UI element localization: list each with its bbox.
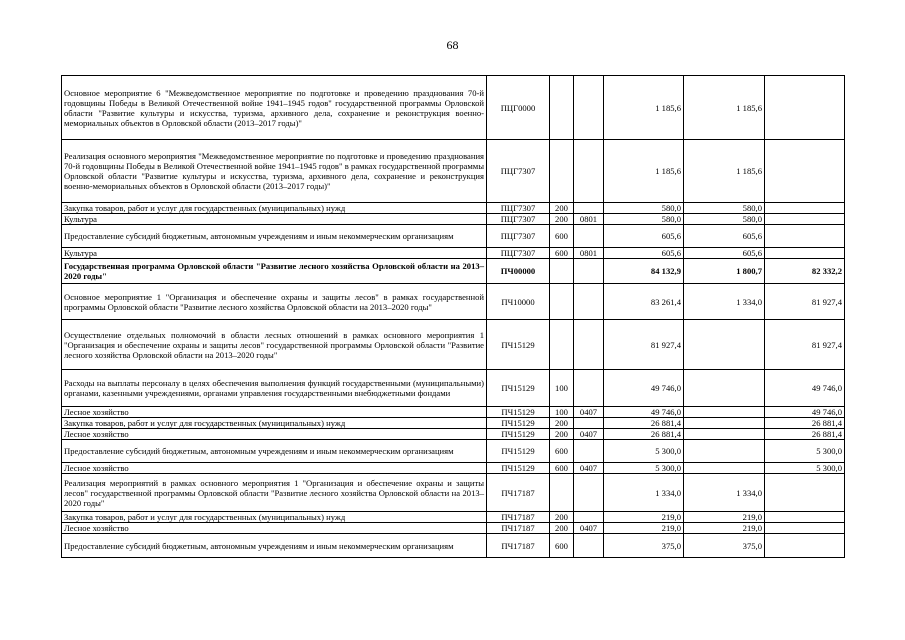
row-section-cell: 0407 — [574, 523, 604, 534]
row-section-cell — [574, 370, 604, 407]
row-total-cell: 5 300,0 — [604, 440, 684, 463]
budget-table-body — [62, 76, 845, 558]
row-code-cell: ПЧ10000 — [487, 284, 550, 320]
row-section-cell — [574, 140, 604, 203]
row-federal-budget-cell: 81 927,4 — [765, 284, 845, 320]
row-name-cell: Закупка товаров, работ и услуг для государственных (муниципальных) нужд — [62, 418, 487, 429]
row-name-cell: Осуществление отдельных полномочий в области лесных отношений в рамках основного мероприятия 1 "Организация и обеспечение охраны и защиты лесов" государственной программы Орловской области "Развитие лесного хозяйства Орловской области на 2013–2020 годы" — [62, 320, 487, 370]
row-code-cell: ПЧ15129 — [487, 370, 550, 407]
row-total-cell: 5 300,0 — [604, 463, 684, 474]
row-name-cell: Основное мероприятие 6 "Межведомственное мероприятие по подготовке и проведению празднования 70-й годовщины Победы в Великой Отечественной войне 1941–1945 годов" государственной программы Орловской области "Развитие культуры и искусства, туризма, архивного дела, сохранение и реконструкция военно-мемориальных объектов в Орловской области (2013–2017 годы)" — [62, 76, 487, 140]
row-section-cell — [574, 284, 604, 320]
row-expense-type-cell: 100 — [550, 407, 574, 418]
row-name-cell: Государственная программа Орловской области "Развитие лесного хозяйства Орловской области на 2013–2020 годы" — [62, 259, 487, 284]
row-section-cell: 0407 — [574, 463, 604, 474]
row-code-cell: ПЧ15129 — [487, 463, 550, 474]
row-section-cell — [574, 203, 604, 214]
row-regional-budget-cell: 1 334,0 — [684, 284, 765, 320]
row-section-cell — [574, 474, 604, 512]
row-section-cell — [574, 76, 604, 140]
table-row — [62, 474, 845, 512]
row-total-cell: 375,0 — [604, 534, 684, 558]
row-name-cell: Предоставление субсидий бюджетным, автономным учреждениям и иным некоммерческим организациям — [62, 440, 487, 463]
row-expense-type-cell: 200 — [550, 203, 574, 214]
row-code-cell: ПЧ17187 — [487, 474, 550, 512]
row-federal-budget-cell: 49 746,0 — [765, 370, 845, 407]
table-row — [62, 259, 845, 284]
row-federal-budget-cell — [765, 140, 845, 203]
row-federal-budget-cell: 82 332,2 — [765, 259, 845, 284]
row-section-cell — [574, 259, 604, 284]
row-total-cell: 26 881,4 — [604, 429, 684, 440]
row-regional-budget-cell: 1 800,7 — [684, 259, 765, 284]
row-expense-type-cell: 200 — [550, 418, 574, 429]
row-total-cell: 84 132,9 — [604, 259, 684, 284]
row-expense-type-cell: 100 — [550, 370, 574, 407]
row-name-cell: Реализация мероприятий в рамках основного мероприятия 1 "Организация и обеспечение охраны и защиты лесов" государственной программы Орловской области "Развитие лесного хозяйства Орловской области на 2013–2020 годы" — [62, 474, 487, 512]
row-name-cell: Закупка товаров, работ и услуг для государственных (муниципальных) нужд — [62, 203, 487, 214]
row-regional-budget-cell: 605,6 — [684, 248, 765, 259]
page-number: 68 — [446, 38, 459, 52]
row-name-cell: Предоставление субсидий бюджетным, автономным учреждениям и иным некоммерческим организациям — [62, 225, 487, 248]
row-regional-budget-cell: 375,0 — [684, 534, 765, 558]
row-regional-budget-cell: 1 185,6 — [684, 76, 765, 140]
table-row — [62, 463, 845, 474]
table-row — [62, 370, 845, 407]
row-total-cell: 1 185,6 — [604, 140, 684, 203]
row-expense-type-cell — [550, 76, 574, 140]
row-name-cell: Лесное хозяйство — [62, 523, 487, 534]
row-section-cell — [574, 534, 604, 558]
row-federal-budget-cell — [765, 203, 845, 214]
row-expense-type-cell — [550, 284, 574, 320]
row-section-cell: 0407 — [574, 407, 604, 418]
table-row — [62, 429, 845, 440]
row-section-cell — [574, 320, 604, 370]
row-federal-budget-cell: 26 881,4 — [765, 429, 845, 440]
row-regional-budget-cell — [684, 418, 765, 429]
table-row — [62, 320, 845, 370]
row-regional-budget-cell: 1 334,0 — [684, 474, 765, 512]
row-expense-type-cell: 200 — [550, 429, 574, 440]
row-federal-budget-cell — [765, 512, 845, 523]
row-code-cell: ПЧ17187 — [487, 534, 550, 558]
row-name-cell: Основное мероприятие 1 "Организация и обеспечение охраны и защиты лесов" в рамках государственной программы Орловской области "Развитие лесного хозяйства Орловской области на 2013–2020 годы" — [62, 284, 487, 320]
table-row — [62, 523, 845, 534]
row-expense-type-cell: 600 — [550, 440, 574, 463]
row-federal-budget-cell: 26 881,4 — [765, 418, 845, 429]
row-regional-budget-cell — [684, 370, 765, 407]
table-row — [62, 284, 845, 320]
row-expense-type-cell: 600 — [550, 248, 574, 259]
row-federal-budget-cell: 49 746,0 — [765, 407, 845, 418]
row-expense-type-cell: 600 — [550, 225, 574, 248]
row-expense-type-cell — [550, 140, 574, 203]
row-name-cell: Культура — [62, 248, 487, 259]
row-federal-budget-cell — [765, 474, 845, 512]
row-federal-budget-cell — [765, 248, 845, 259]
table-row — [62, 512, 845, 523]
row-regional-budget-cell — [684, 320, 765, 370]
table-row — [62, 407, 845, 418]
row-total-cell: 49 746,0 — [604, 370, 684, 407]
row-total-cell: 219,0 — [604, 512, 684, 523]
row-code-cell: ПЦГ7307 — [487, 225, 550, 248]
row-total-cell: 219,0 — [604, 523, 684, 534]
row-expense-type-cell: 200 — [550, 523, 574, 534]
row-regional-budget-cell — [684, 429, 765, 440]
row-code-cell: ПЧ00000 — [487, 259, 550, 284]
row-name-cell: Культура — [62, 214, 487, 225]
table-row — [62, 248, 845, 259]
row-regional-budget-cell: 605,6 — [684, 225, 765, 248]
row-name-cell: Предоставление субсидий бюджетным, автономным учреждениям и иным некоммерческим организациям — [62, 534, 487, 558]
row-expense-type-cell: 600 — [550, 534, 574, 558]
row-total-cell: 605,6 — [604, 248, 684, 259]
row-federal-budget-cell: 81 927,4 — [765, 320, 845, 370]
row-section-cell: 0801 — [574, 248, 604, 259]
row-federal-budget-cell — [765, 214, 845, 225]
table-row — [62, 418, 845, 429]
row-name-cell: Лесное хозяйство — [62, 429, 487, 440]
row-code-cell: ПЦГ7307 — [487, 214, 550, 225]
row-section-cell — [574, 418, 604, 429]
row-code-cell: ПЦГ7307 — [487, 248, 550, 259]
row-federal-budget-cell: 5 300,0 — [765, 440, 845, 463]
row-section-cell — [574, 512, 604, 523]
row-code-cell: ПЦГ0000 — [487, 76, 550, 140]
row-expense-type-cell — [550, 259, 574, 284]
row-total-cell: 605,6 — [604, 225, 684, 248]
row-regional-budget-cell: 1 185,6 — [684, 140, 765, 203]
row-total-cell: 49 746,0 — [604, 407, 684, 418]
row-expense-type-cell: 600 — [550, 463, 574, 474]
row-section-cell — [574, 440, 604, 463]
table-row — [62, 214, 845, 225]
table-row — [62, 534, 845, 558]
row-name-cell: Реализация основного мероприятия "Межведомственное мероприятие по подготовке и проведению празднования 70-й годовщины Победы в Великой Отечественной войне 1941–1945 годов" в рамках государственной программы Орловской области "Развитие культуры и искусства, туризма, архивного дела, сохранение и реконструкция военно-мемориальных объектов в Орловской области (2013–2017 годы)" — [62, 140, 487, 203]
row-federal-budget-cell — [765, 225, 845, 248]
table-row — [62, 76, 845, 140]
row-federal-budget-cell — [765, 76, 845, 140]
row-expense-type-cell: 200 — [550, 214, 574, 225]
row-code-cell: ПЦГ7307 — [487, 140, 550, 203]
row-expense-type-cell — [550, 474, 574, 512]
row-name-cell: Лесное хозяйство — [62, 407, 487, 418]
row-regional-budget-cell: 219,0 — [684, 523, 765, 534]
row-federal-budget-cell — [765, 523, 845, 534]
row-code-cell: ПЧ17187 — [487, 512, 550, 523]
row-code-cell: ПЦГ7307 — [487, 203, 550, 214]
row-section-cell: 0407 — [574, 429, 604, 440]
row-regional-budget-cell — [684, 463, 765, 474]
row-code-cell: ПЧ15129 — [487, 429, 550, 440]
row-code-cell: ПЧ15129 — [487, 407, 550, 418]
row-total-cell: 580,0 — [604, 203, 684, 214]
row-code-cell: ПЧ17187 — [487, 523, 550, 534]
row-regional-budget-cell: 219,0 — [684, 512, 765, 523]
row-expense-type-cell: 200 — [550, 512, 574, 523]
row-name-cell: Расходы на выплаты персоналу в целях обеспечения выполнения функций государственными (муниципальными) органами, казенными учреждениями, органами управления государственными внебюджетными фондами — [62, 370, 487, 407]
row-total-cell: 83 261,4 — [604, 284, 684, 320]
row-code-cell: ПЧ15129 — [487, 418, 550, 429]
table-row — [62, 440, 845, 463]
row-code-cell: ПЧ15129 — [487, 320, 550, 370]
table-row — [62, 203, 845, 214]
row-section-cell: 0801 — [574, 214, 604, 225]
row-regional-budget-cell: 580,0 — [684, 214, 765, 225]
row-name-cell: Лесное хозяйство — [62, 463, 487, 474]
row-regional-budget-cell: 580,0 — [684, 203, 765, 214]
table-row — [62, 225, 845, 248]
row-code-cell: ПЧ15129 — [487, 440, 550, 463]
row-federal-budget-cell: 5 300,0 — [765, 463, 845, 474]
row-total-cell: 1 185,6 — [604, 76, 684, 140]
row-total-cell: 26 881,4 — [604, 418, 684, 429]
row-name-cell: Закупка товаров, работ и услуг для государственных (муниципальных) нужд — [62, 512, 487, 523]
row-regional-budget-cell — [684, 440, 765, 463]
row-expense-type-cell — [550, 320, 574, 370]
row-section-cell — [574, 225, 604, 248]
row-total-cell: 81 927,4 — [604, 320, 684, 370]
row-total-cell: 580,0 — [604, 214, 684, 225]
table-row — [62, 140, 845, 203]
row-regional-budget-cell — [684, 407, 765, 418]
row-total-cell: 1 334,0 — [604, 474, 684, 512]
row-federal-budget-cell — [765, 534, 845, 558]
budget-table — [61, 75, 845, 558]
